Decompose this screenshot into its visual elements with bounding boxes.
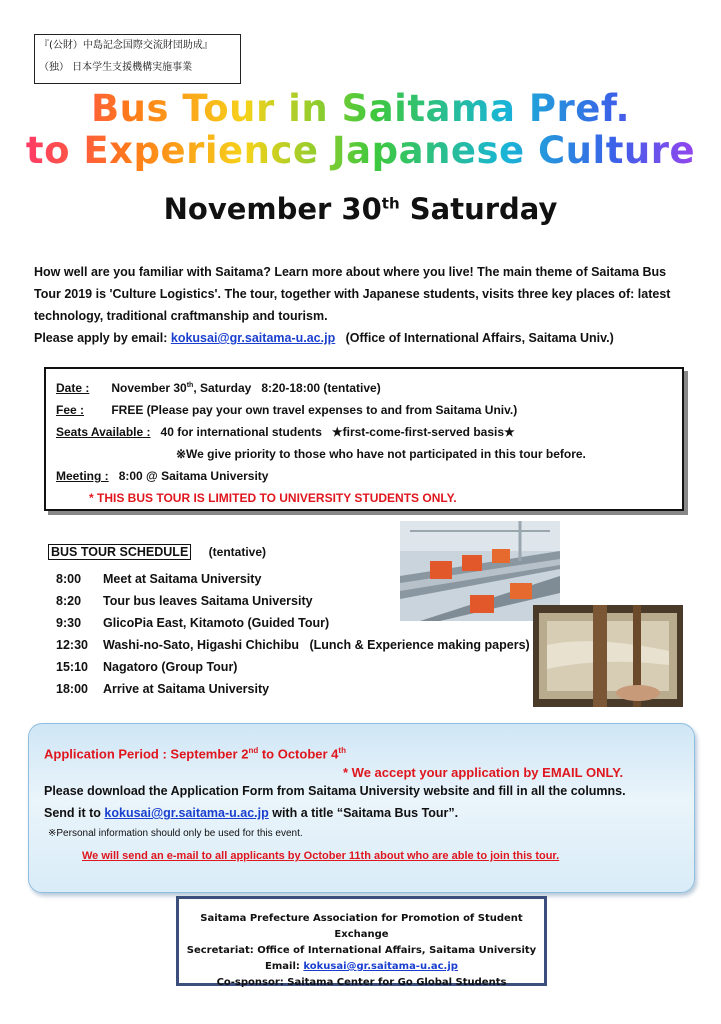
schedule-item [56, 678, 530, 700]
date-heading-day: Saturday [399, 192, 558, 226]
schedule-text: Washi-no-Sato, Higashi Chichibu (Lunch & Experience making papers) [103, 638, 530, 652]
schedule-item [56, 612, 530, 634]
schedule-time: 18:00 [56, 682, 88, 696]
date-heading-main: November 30 [163, 192, 382, 226]
period-sup-1: nd [248, 746, 259, 755]
send-email-link[interactable]: kokusai@gr.saitama-u.ac.jp [104, 806, 269, 820]
meeting-value: 8:00 @ Saitama University [118, 469, 269, 483]
selection-notice: We will send an e-mail to all applicants by October 11th about who are able to join this tour. [82, 850, 560, 862]
apply-prefix: Please apply by email: [34, 331, 171, 345]
schedule-time: 15:10 [56, 660, 88, 674]
schedule-text: Tour bus leaves Saitama University [103, 594, 313, 608]
schedule-item [56, 656, 530, 678]
schedule-text: Arrive at Saitama University [103, 682, 270, 696]
schedule-text: GlicoPia East, Kitamoto (Guided Tour) [103, 616, 330, 630]
footer-email-row [179, 959, 544, 975]
schedule-heading [48, 545, 266, 559]
footer-line-4: Co-sponsor: Saitama Center for Go Global Students [216, 977, 507, 988]
schedule-note: (tentative) [208, 545, 266, 559]
priority-note: ※We give priority to those who have not participated in this tour before. [176, 447, 586, 461]
schedule-list [56, 568, 530, 700]
footer-email-link[interactable]: kokusai@gr.saitama-u.ac.jp [303, 961, 458, 972]
schedule-text: Meet at Saitama University [103, 572, 262, 586]
seats-label: Seats Available : [56, 425, 151, 439]
footer-line-1: Saitama Prefecture Association for Promotion of Student Exchange [200, 913, 523, 940]
send-prefix: Send it to [44, 806, 105, 820]
date-value-sup: th [186, 382, 194, 389]
footer-line-2: Secretariat: Office of International Affairs, Saitama University [186, 945, 537, 956]
schedule-time: 12:30 [56, 638, 88, 652]
info-fee-row [56, 399, 682, 421]
schedule-item [56, 590, 530, 612]
meeting-label: Meeting : [56, 469, 109, 483]
seats-value: 40 for international students ★first-come-first-served basis★ [160, 425, 515, 439]
schedule-time: 8:20 [56, 594, 82, 608]
washi-paper-photo [533, 605, 683, 707]
send-instruction [44, 806, 458, 820]
apply-email-link[interactable]: kokusai@gr.saitama-u.ac.jp [170, 331, 336, 345]
washi-paper-image [533, 605, 683, 707]
intro-paragraph: How well are you familiar with Saitama? Learn more about where you live! The main theme of Saitama Bus Tour 2019 is 'Culture Logistics'. The tour, together with Japanese students, visits three key places of: latest technology, traditional craftmanship and tourism. [34, 265, 671, 323]
info-seats-row [56, 421, 682, 443]
date-label: Date : [56, 381, 90, 395]
contact-footer [176, 896, 547, 986]
send-suffix: with a title “Saitama Bus Tour”. [268, 806, 459, 820]
info-date-row [56, 375, 682, 399]
application-period [44, 746, 346, 761]
date-heading-sup: th [381, 194, 400, 213]
period-sup-2: th [338, 746, 346, 755]
sponsor-line-2: （独） 日本学生支援機構実施事業 [39, 62, 193, 73]
date-value-b: , Saturday 8:20-18:00 (tentative) [193, 381, 381, 395]
apply-line [34, 331, 694, 345]
fee-value: FREE (Please pay your own travel expenses to and from Saitama Univ.) [111, 403, 518, 417]
title-line-2: to Experience Japanese Culture [0, 130, 721, 172]
schedule-title: BUS TOUR SCHEDULE [48, 544, 191, 560]
info-meeting-row [56, 465, 682, 487]
apply-suffix: (Office of International Affairs, Saitama Univ.) [335, 331, 614, 345]
date-heading [0, 192, 721, 226]
schedule-item [56, 568, 530, 590]
limited-notice: * THIS BUS TOUR IS LIMITED TO UNIVERSITY STUDENTS ONLY. [89, 491, 457, 505]
privacy-note: ※Personal information should only be used for this event. [48, 828, 303, 839]
footer-email-label: Email: [265, 961, 304, 972]
schedule-text: Nagatoro (Group Tour) [103, 660, 238, 674]
sponsor-box [34, 34, 241, 84]
period-a: Application Period : September 2 [44, 746, 249, 762]
info-box [44, 367, 684, 511]
schedule-time: 8:00 [56, 572, 82, 586]
date-value-a: November 30 [111, 381, 187, 395]
email-only-notice: * We accept your application by EMAIL ONLY. [343, 765, 624, 780]
schedule-item [56, 634, 530, 656]
title-line-1: Bus Tour in Saitama Pref. [0, 88, 721, 130]
sponsor-line-1: 『(公財）中島記念国際交流財団助成』 [39, 40, 213, 51]
fee-label: Fee : [56, 403, 85, 417]
schedule-time: 9:30 [56, 616, 82, 630]
period-b: to October 4 [258, 746, 339, 762]
download-instruction: Please download the Application Form from Saitama University website and fill in all the columns. [44, 784, 626, 798]
